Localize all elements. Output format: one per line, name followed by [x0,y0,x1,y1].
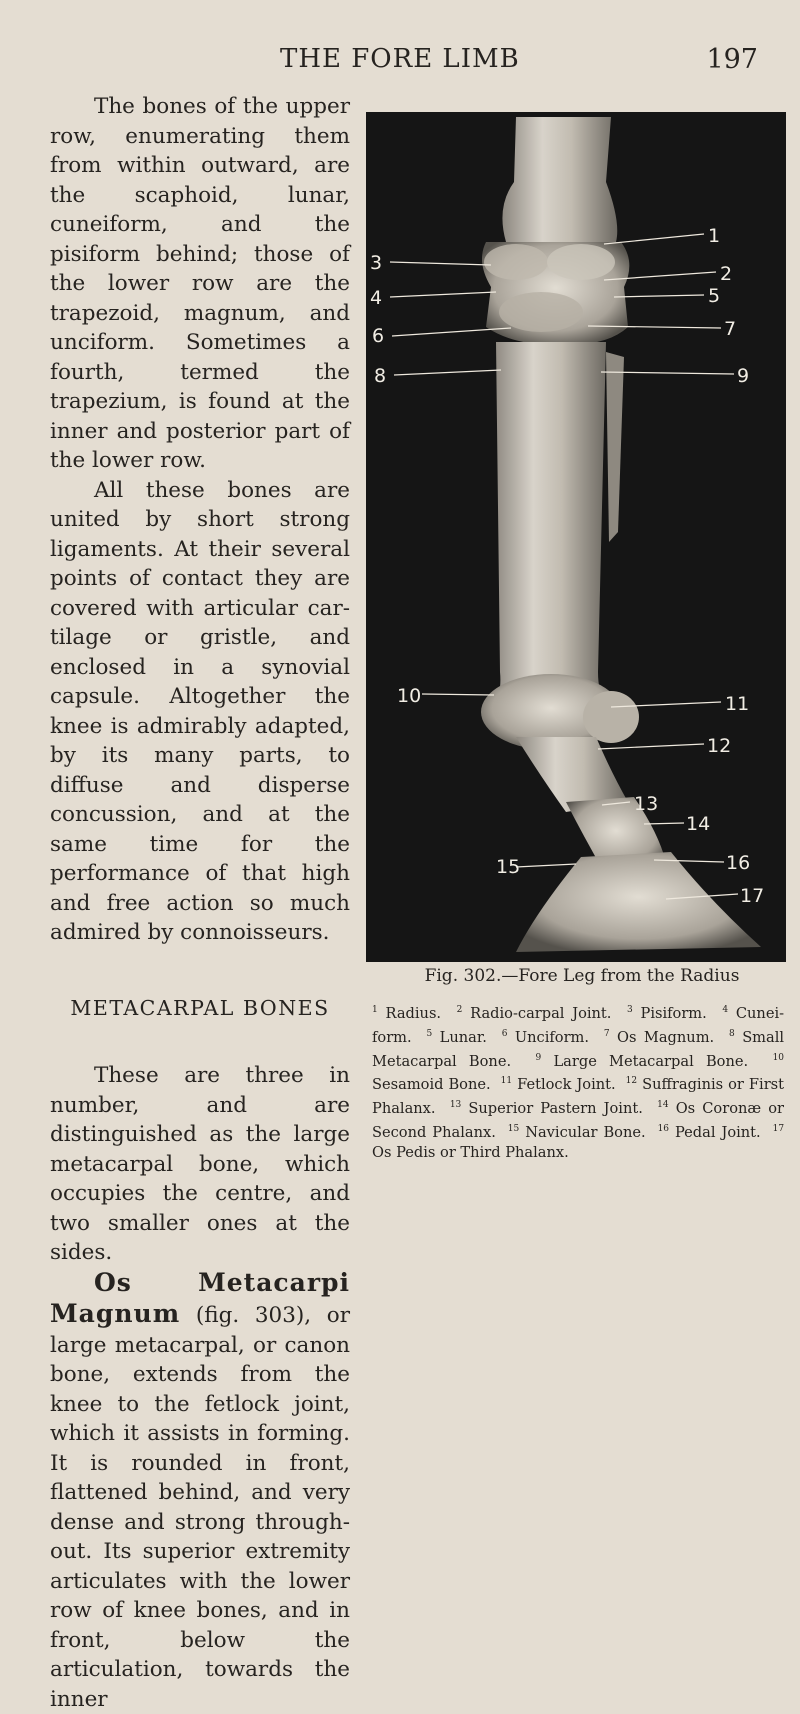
legend-entry: $^4$ Cuneiform. [372,1005,784,1046]
label-10: 10 [397,685,421,707]
sesamoid-bone [583,691,639,743]
legend-entry: $^{13}$ Superior Pastern Joint. [450,1100,643,1117]
legend-entry: $^5$ Lunar. [427,1029,487,1046]
term-lead: Os Metacarpi Magnum [50,1268,350,1329]
label-5: 5 [708,285,720,307]
legend-entry: $^6$ Unciform. [502,1029,589,1046]
legend-entry: $^{17}$ Os Pedis or Third Phalanx. [372,1124,784,1161]
label-9: 9 [737,365,749,387]
figure-caption: Fig. 302.—Fore Leg from the Radius [372,966,792,986]
figure-legend [372,1000,784,1163]
label-7: 7 [724,318,736,340]
legend-entry: $^1$ Radius. [372,1005,441,1022]
cannon-bone [494,342,606,707]
label-1: 1 [708,225,720,247]
label-11: 11 [725,693,749,715]
label-3: 3 [370,252,382,274]
radius-bone [502,117,617,242]
legend-entry: $^{14}$ Os Coronæ or Second Phalanx. [372,1100,784,1141]
page-number: 197 [706,44,758,75]
label-16: 16 [726,852,750,874]
fore-leg-figure [366,112,786,962]
label-13: 13 [634,793,658,815]
legend-entry: $^2$ Radio-carpal Joint. [457,1005,612,1022]
running-header [0,44,800,84]
label-15: 15 [496,856,520,878]
section-heading: METACARPAL BONES [50,994,350,1024]
legend-entry: $^3$ Pisiform. [627,1005,707,1022]
paragraph: These are three in number, and are distinguished as the large metacarpal bone, which occupies the centre, and two smaller ones at the sides. [50,1061,350,1268]
legend-entry: $^7$ Os Magnum. [604,1029,714,1046]
running-title: THE FORE LIMB [280,44,520,74]
legend-entry: $^{12}$ Suffraginis or First Phalanx. [372,1076,784,1117]
legend-entry: $^{11}$ Fetlock Joint. [501,1076,616,1093]
label-6: 6 [372,325,384,347]
legend-entry: $^{10}$ Sesamoid Bone. [372,1053,784,1094]
label-8: 8 [374,365,386,387]
paragraph [50,1268,350,1714]
carpal-bone-upper [484,244,548,280]
fore-leg-illustration [366,112,786,962]
paragraph: The bones of the upper row, enumerating them from within outward, are the scaphoid, lunar, cuneiform, and the pisiform behind; those of the lower row are the trapezoid, magnum, and unciform. Sometimes a fourth, termed the trapezium, is found at the inner and posterior part of the lower row. [50,92,350,476]
legend-entry: $^{16}$ Pedal Joint. [658,1124,761,1141]
left-text-column [50,92,350,1714]
carpal-bone-upper [547,244,615,280]
legend-entry: $^8$ Small Metacarpal Bone. [372,1029,784,1070]
paragraph-rest: (fig. 303), or large metacarpal, or canon bone, extends from the knee to the fetlock joint, which it assists in forming. It is rounded in front, flattened behind, and very dense and strong throughout. Its superior extremity articulates with the lower row of knee bones, and in front, below the articulation, towards the inner [50,1303,350,1712]
label-14: 14 [686,813,710,835]
legend-entry: $^9$ Large Metacarpal Bone. [536,1053,749,1070]
label-2: 2 [720,263,732,285]
label-4: 4 [370,287,382,309]
paragraph: All these bones are united by short strong ligaments. At their several points of contact they are covered with articular cartilage or gristle, and enclosed in a synovial capsule. Altogether the knee is admirably adapted, by its many parts, to diffuse and disperse concussion, and at the same time for the performance of that high and free action so much admired by connoisseurs. [50,476,350,948]
label-12: 12 [707,735,731,757]
label-17: 17 [740,885,764,907]
carpal-bone-lower [499,292,583,332]
legend-entry: $^{15}$ Navicular Bone. [508,1124,646,1141]
